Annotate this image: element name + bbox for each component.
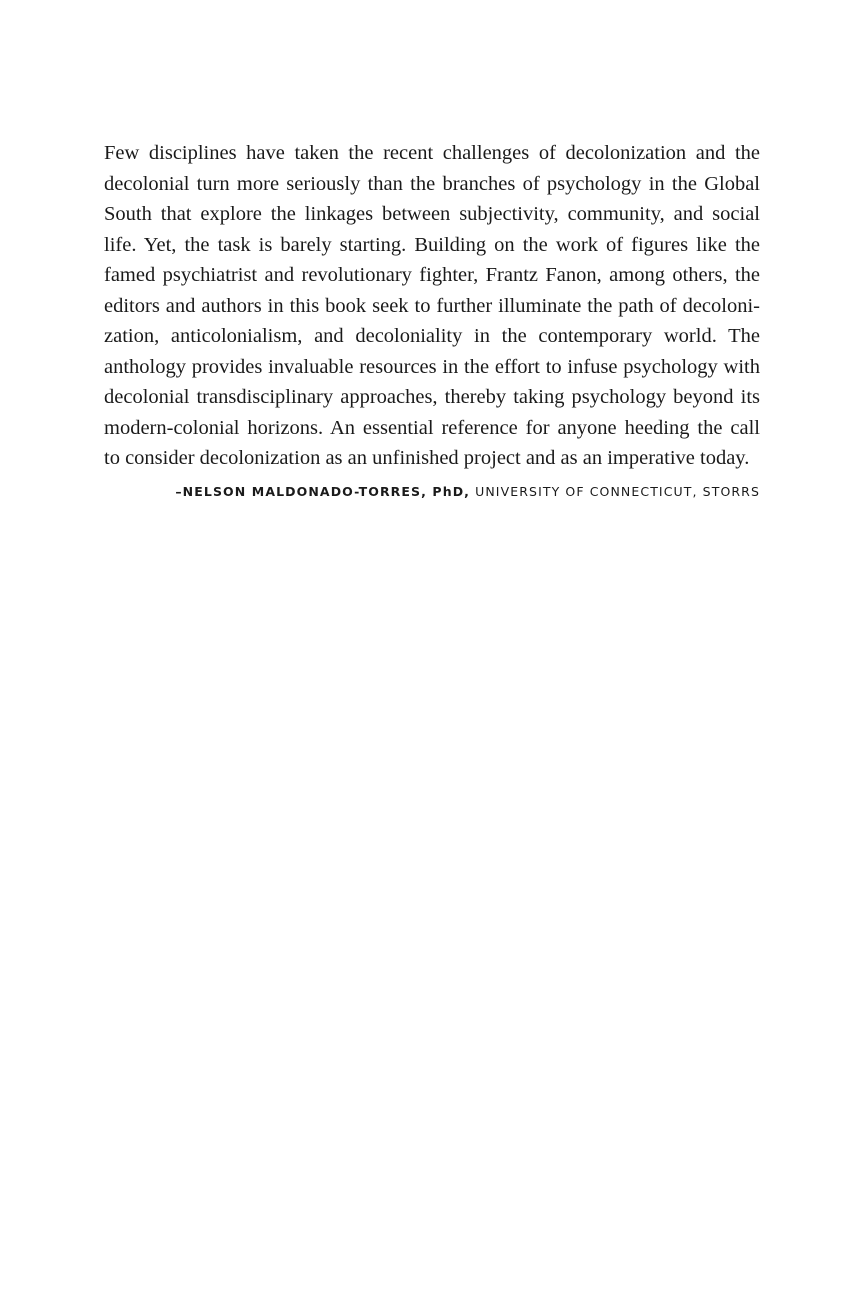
quote-line: anthology provides invaluable resources in the effort to infuse psychology with [104,355,760,378]
attribution-name: –NELSON MALDONADO-TORRES, PhD, [175,484,471,499]
attribution-affiliation: UNIVERSITY OF CONNECTICUT, STORRS [475,484,760,499]
quote-line: to consider decolonization as an unfinished project and as an imperative today. [104,447,750,469]
quote-line: famed psychiatrist and revolutionary fighter, Frantz Fanon, among others, the [104,264,760,286]
quote-attribution [175,484,760,499]
quote-line: life. Yet, the task is barely starting. Building on the work of figures like the [104,233,760,256]
quote-line: modern-colonial horizons. An essential reference for anyone heeding the call [104,416,760,439]
quote-line: South that explore the linkages between subjectivity, community, and social [104,203,760,225]
quote-line: Few disciplines have taken the recent challenges of decolonization and the [104,142,760,164]
quote-line: decolonial transdisciplinary approaches, thereby taking psychology beyond its [104,386,760,408]
endorsement-quote [104,138,760,474]
quote-line: editors and authors in this book seek to further illuminate the path of decoloni- [104,294,760,317]
quote-line: decolonial turn more seriously than the branches of psychology in the Global [104,172,760,195]
quote-line: zation, anticolonialism, and decoloniality in the contemporary world. The [104,325,760,347]
